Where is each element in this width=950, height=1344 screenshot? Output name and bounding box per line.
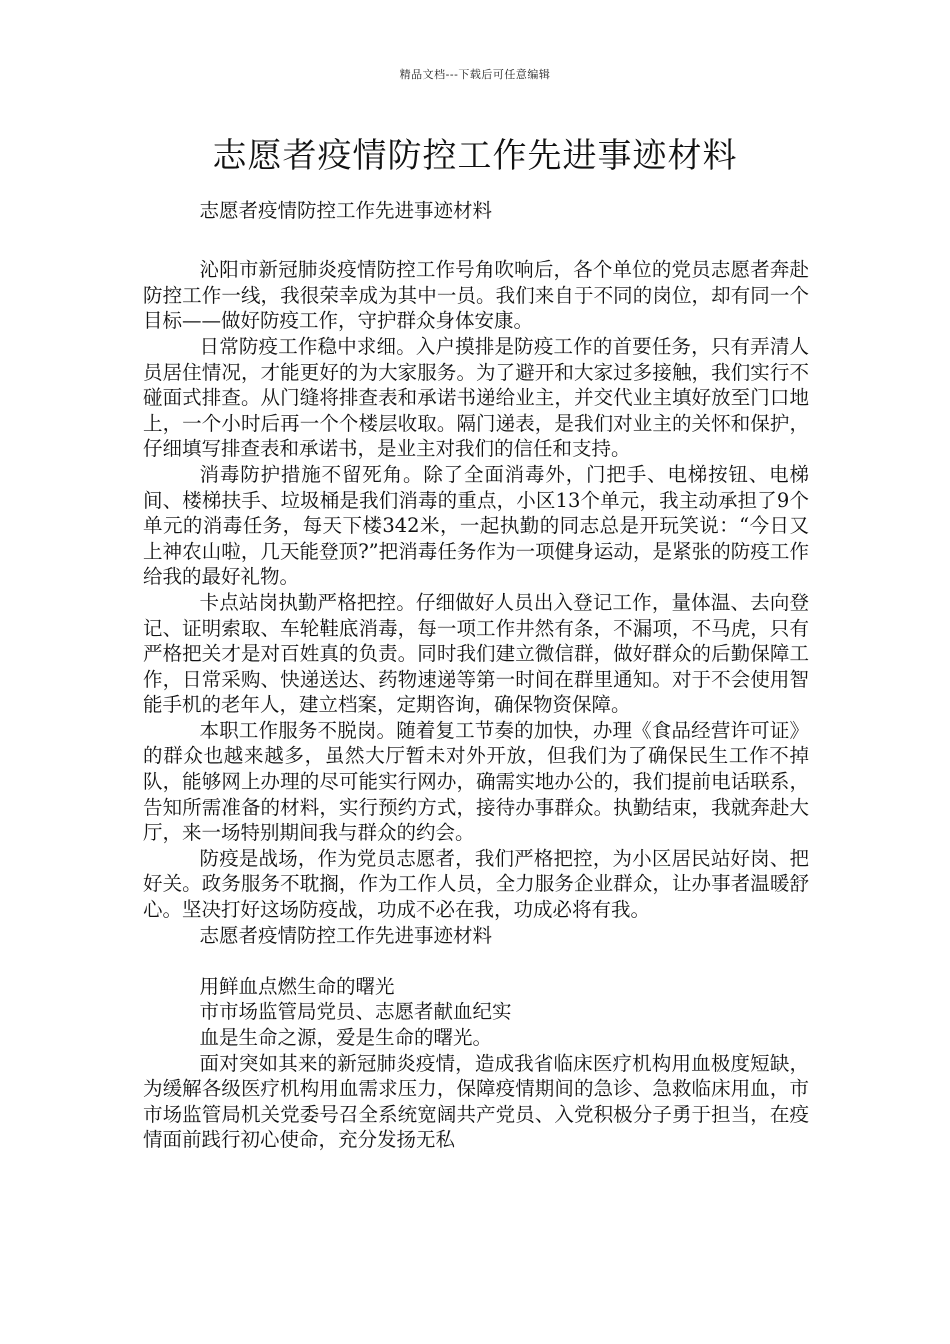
section2-byline: 市市场监管局党员、志愿者献血纪实 bbox=[199, 1000, 512, 1024]
paragraph: 卡点站岗执勤严格把控。仔细做好人员出入登记工作，量体温、去向登记、证明索取、车轮鞋底消毒，每一项工作井然有条，不漏项，不马虎，只有严格把关才是对百姓真的负责。同时我们建立微信群，做好群众的后勤保障工作，日常采购、快递送达、药物速递等第一时间在群里通知。对于不会使用智能手机的老年人，建立档案，定期咨询，确保物资保障。 bbox=[143, 590, 809, 717]
document-title: 志愿者疫情防控工作先进事迹材料 bbox=[212, 136, 738, 176]
paragraph: 日常防疫工作稳中求细。入户摸排是防疫工作的首要任务，只有弄清人员居住情况，才能更好的为大家服务。为了避开和大家过多接触，我们实行不碰面式排查。从门缝将排查表和承诺书递给业主，并交代业主填好放至门口地上，一个小时后再一个个楼层收取。隔门递表，是我们对业主的关怀和保护，仔细填写排查表和承诺书，是业主对我们的信任和支持。 bbox=[143, 334, 809, 461]
blank-line bbox=[143, 948, 809, 974]
blank-line bbox=[143, 249, 809, 257]
paragraph: 消毒防护措施不留死角。除了全面消毒外，门把手、电梯按钮、电梯间、楼梯扶手、垃圾桶是我们消毒的重点，小区13个单元，我主动承担了9个单元的消毒任务，每天下楼342米，一起执勤的同志总是开玩笑说：“今日又上神农山啦，几天能登顶?”把消毒任务作为一项健身运动，是紧张的防疫工作给我的最好礼物。 bbox=[143, 462, 809, 589]
page-header-note: 精品文档---下载后可任意编辑 bbox=[399, 68, 551, 81]
section2-lead: 血是生命之源，爱是生命的曙光。 bbox=[199, 1026, 493, 1049]
section2-subtitle: 志愿者疫情防控工作先进事迹材料 bbox=[199, 923, 493, 947]
document-body bbox=[143, 198, 809, 1153]
paragraph: 沁阳市新冠肺炎疫情防控工作号角吹响后，各个单位的党员志愿者奔赴防控工作一线，我很荣幸成为其中一员。我们来自于不同的岗位，却有同一个目标——做好防疫工作，守护群众身体安康。 bbox=[143, 258, 809, 333]
blank-line bbox=[143, 224, 809, 250]
paragraph: 本职工作服务不脱岗。随着复工节奏的加快，办理《食品经营许可证》的群众也越来越多，虽然大厅暂未对外开放，但我们为了确保民生工作不掉队，能够网上办理的尽可能实行网办，确需实地办公的，我们提前电话联系，告知所需准备的材料，实行预约方式，接待办事群众。执勤结束，我就奔赴大厅，来一场特别期间我与群众的约会。 bbox=[143, 718, 809, 845]
section1-subtitle: 志愿者疫情防控工作先进事迹材料 bbox=[199, 199, 493, 222]
paragraph: 面对突如其来的新冠肺炎疫情，造成我省临床医疗机构用血极度短缺，为缓解各级医疗机构用血需求压力，保障疫情期间的急诊、急救临床用血，市市场监管局机关党委号召全系统宽阔共产党员、入党积极分子勇于担当，在疫情面前践行初心使命，充分发扬无私 bbox=[143, 1051, 809, 1152]
section2-heading: 用鲜血点燃生命的曙光 bbox=[199, 974, 395, 998]
paragraph: 防疫是战场，作为党员志愿者，我们严格把控，为小区居民站好岗、把好关。政务服务不耽搁，作为工作人员，全力服务企业群众，让办事者温暖舒心。坚决打好这场防疫战，功成不必在我，功成必将有我。 bbox=[143, 846, 809, 922]
